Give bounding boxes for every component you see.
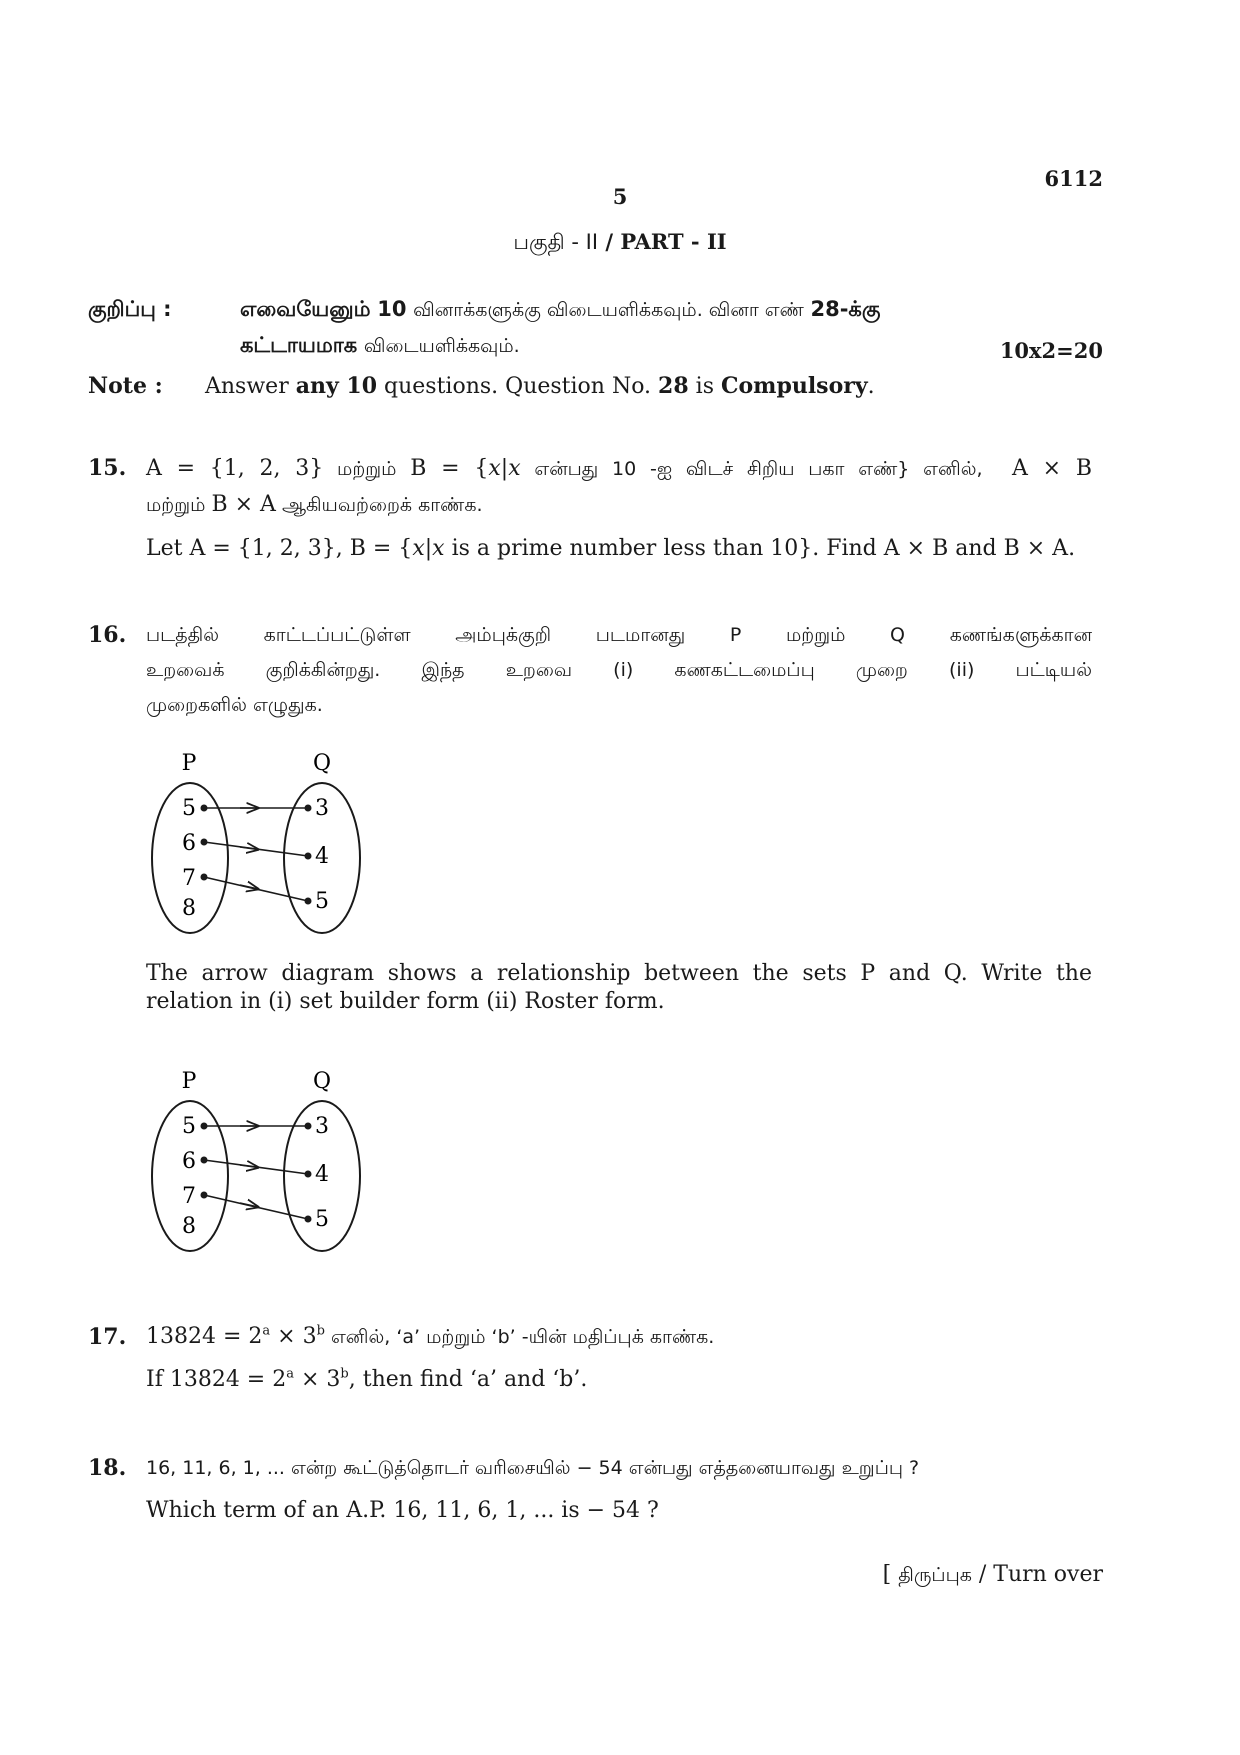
footer-sep: /: [971, 1562, 994, 1587]
question-18-number: 18.: [88, 1455, 127, 1481]
q15-x2: x: [508, 456, 521, 481]
tamil-instruction-any: எவையேனும்: [240, 297, 371, 321]
note-text-a: Answer: [205, 374, 296, 399]
page-number: 5: [612, 184, 628, 209]
note-compulsory: Compulsory: [720, 373, 868, 399]
arrowhead: [240, 1203, 258, 1207]
q15-set-b-start: B = {: [410, 456, 489, 481]
q15-and-2: மற்றும்: [146, 494, 212, 516]
note-text-c: questions. Question No.: [377, 374, 659, 399]
question-15-tamil-line1: [146, 451, 1092, 487]
footer-tamil: திருப்புக: [898, 1564, 972, 1586]
p-element: 8: [182, 896, 196, 921]
q17-tamil-a: 13824 = 2: [146, 1324, 263, 1349]
part-title-tamil: பகுதி - II: [513, 230, 599, 254]
tamil-instruction-line2: [240, 333, 520, 360]
note-text-e: is: [688, 374, 721, 399]
p-element: 6: [182, 831, 196, 856]
p-element: 6: [182, 1149, 196, 1174]
q15-find-tamil: ஆகியவற்றைக் காண்க.: [275, 494, 483, 516]
q17-english-b: × 3: [294, 1367, 341, 1392]
question-17: [146, 1319, 1092, 1398]
tamil-instruction-line1: [240, 297, 880, 324]
q-element: 4: [315, 844, 329, 869]
question-16-number: 16.: [88, 622, 127, 648]
q17-english-c: , then find ‘a’ and ‘b’.: [348, 1367, 588, 1392]
part-title: [0, 229, 1240, 257]
turn-over-footer: [883, 1562, 1103, 1589]
note-text-g: .: [867, 374, 875, 399]
question-15: [146, 451, 1092, 567]
q17-english-sup-b: b: [340, 1366, 349, 1382]
set-p-label: P: [181, 751, 197, 776]
q15-english-x2: x: [432, 536, 445, 561]
q16-tamil-line3: முறைகளில் எழுதுக.: [146, 694, 323, 716]
q17-tamil-sup-a: a: [262, 1323, 271, 1339]
note-label: Note :: [88, 373, 163, 399]
q15-tamil-condition: என்பது 10 -ஐ விடச் சிறிய பகா எண்} எனில்,: [520, 458, 983, 480]
tamil-instruction-answer: விடையளிக்கவும்.: [363, 335, 520, 357]
q15-english-b: is a prime number less than 10}. Find A × B and B × A.: [444, 536, 1076, 561]
part-title-english: PART - II: [620, 229, 727, 254]
tamil-note-label: குறிப்பு :: [88, 297, 172, 321]
q15-set-a: A = {1, 2, 3}: [146, 456, 324, 481]
q17-tamil-c: எனில், ‘a’ மற்றும் ‘b’ -யின் மதிப்புக் காண்க.: [324, 1326, 715, 1348]
q-element: 3: [315, 796, 329, 821]
q15-bar: |: [500, 456, 509, 481]
question-17-number: 17.: [88, 1324, 127, 1350]
q16-english-line1: The arrow diagram shows a relationship between the sets P and Q. Write the: [146, 961, 1092, 986]
q-element: 5: [315, 889, 329, 914]
q18-tamil: 16, 11, 6, 1, ... என்ற கூட்டுத்தொடர் வரிசையில் − 54 என்பது எத்தனையாவது உறுப்பு ?: [146, 1457, 920, 1479]
q15-and: மற்றும்: [323, 458, 411, 480]
paper-code: 6112: [1044, 166, 1103, 191]
q16-english-line2: relation in (i) set builder form (ii) Roster form.: [146, 989, 665, 1014]
p-element: 7: [182, 866, 196, 891]
q15-english-x: x: [412, 536, 425, 561]
q17-tamil-b: × 3: [270, 1324, 317, 1349]
p-element: 8: [182, 1214, 196, 1239]
q-element: 5: [315, 1207, 329, 1232]
q17-tamil-sup-b: b: [316, 1323, 325, 1339]
q17-english-a: If 13824 = 2: [146, 1367, 287, 1392]
arrow-diagram-1: [140, 745, 380, 935]
question-15-tamil-line2: [146, 487, 1092, 523]
set-q-label: Q: [312, 751, 332, 776]
tamil-instruction-compulsory-q: 28-க்கு: [810, 297, 881, 321]
marks-scheme: 10x2=20: [999, 338, 1103, 363]
question-16-tamil: [146, 618, 1092, 723]
tamil-instruction-count: 10: [377, 297, 407, 321]
note-text: [205, 373, 875, 399]
p-element: 7: [182, 1184, 196, 1209]
footer-bracket: [: [882, 1562, 899, 1587]
q15-axb: A × B: [1012, 456, 1093, 481]
arrowhead: [240, 885, 258, 889]
arrow-diagram-2: [140, 1063, 380, 1253]
q15-x: x: [488, 456, 501, 481]
q18-english: Which term of an A.P. 16, 11, 6, 1, ... is − 54 ?: [146, 1498, 659, 1523]
set-q-label: Q: [312, 1069, 332, 1094]
p-element: 5: [182, 1114, 196, 1139]
q-element: 4: [315, 1162, 329, 1187]
set-p-label: P: [181, 1069, 197, 1094]
part-title-separator: /: [598, 229, 621, 254]
tamil-instruction-text: வினாக்களுக்கு விடையளிக்கவும். வினா எண்: [413, 299, 804, 321]
q15-english-bar: |: [424, 536, 433, 561]
q17-english: [146, 1362, 1092, 1398]
note-any: any 10: [295, 373, 378, 399]
q15-bxa: B × A: [211, 492, 276, 517]
q-element: 3: [315, 1114, 329, 1139]
p-element: 5: [182, 796, 196, 821]
q16-tamil-line2: உறவைக் குறிக்கின்றது. இந்த உறவை (i) கணகட்டமைப்பு முறை (ii) பட்டியல்: [146, 659, 1092, 681]
tamil-instruction-compulsory: கட்டாயமாக: [240, 333, 358, 357]
q16-tamil-line1: படத்தில் காட்டப்பட்டுள்ள அம்புக்குறி படமானது P மற்றும் Q கணங்களுக்கான: [146, 624, 1092, 646]
note-qno: 28: [658, 373, 689, 399]
q17-english-sup-a: a: [286, 1366, 294, 1382]
question-18: [146, 1450, 1092, 1529]
q17-tamil: [146, 1319, 1092, 1355]
footer-english: Turn over: [993, 1562, 1103, 1587]
question-15-number: 15.: [88, 455, 127, 481]
question-15-english: [146, 531, 1092, 567]
question-16-english: [146, 956, 1092, 1020]
q15-english-a: Let A = {1, 2, 3}, B = {: [146, 536, 413, 561]
